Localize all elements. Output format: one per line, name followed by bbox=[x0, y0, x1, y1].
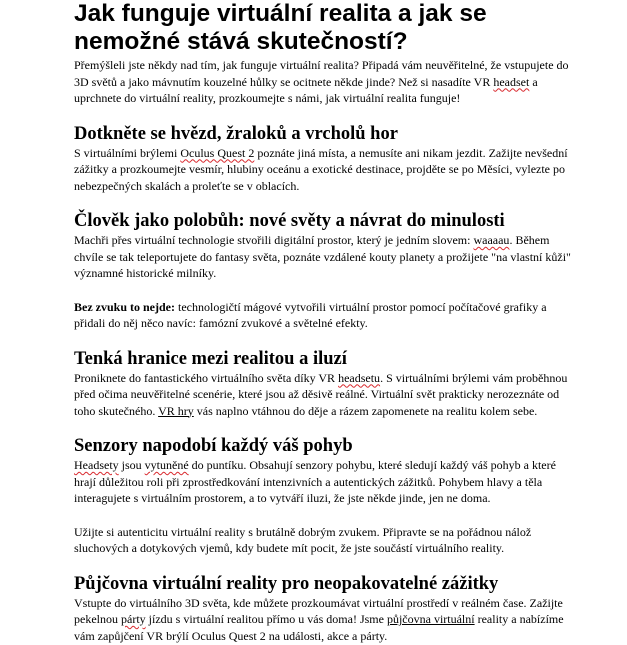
rental-text-c: jízdu s virtuální realitou přímo u vás doma! Jsme bbox=[145, 612, 387, 626]
stars-spell-oculus: Oculus Quest 2 bbox=[180, 145, 255, 160]
paragraph-sensors bbox=[74, 457, 574, 507]
page-title: Jak funguje virtuální realita a jak se nemožné stává skutečností? bbox=[74, 0, 487, 55]
vr-hry-link[interactable]: VR hry bbox=[158, 403, 194, 418]
heading-border: Tenká hranice mezi realitou a iluzí bbox=[74, 348, 347, 369]
intro-text-a: Přemýšleli jste někdy nad tím, jak funguje virtuální realita? Připadá vám neuvěřitelné, že vstupujete do 3D světů a jako mávnutím kouzelné hůlky se ocitnete někde jinde? Než si nasadíte VR bbox=[74, 58, 569, 89]
paragraph-stars bbox=[74, 145, 574, 195]
border-text-e: vás naplno vtáhnou do děje a rázem zapomenete na realitu kolem sebe. bbox=[193, 403, 538, 418]
heading-sensors: Senzory napodobí každý váš pohyb bbox=[74, 436, 353, 456]
paragraph-rental bbox=[74, 595, 574, 643]
sensors-text-d: do puntíku. Obsahují senzory pohybu, které sledují každý váš pohyb a které hrají důležitou roli při zprostředkování intenzivních a autentických zážitků. Pohybem hlavy a těla interagujete s virtuálním prostorem, a to vytváří iluzi, že jste někde jinde, jen ne doma. bbox=[74, 458, 556, 505]
stars-text-a: S virtuálními brýlemi bbox=[74, 145, 181, 160]
document-page bbox=[74, 0, 574, 643]
intro-text-c: a uprchnete do virtuální reality, prozkoumejte s námi, jak virtuální realita funguje! bbox=[74, 74, 538, 105]
sound-bold-lead: Bez zvuku to nejde: bbox=[74, 299, 175, 314]
intro-paragraph bbox=[74, 57, 574, 107]
paragraph-audio: Užijte si autenticitu virtuální reality s brutálně dobrým zvukem. Připravte se na pořádnou nálož sluchových a dotykových vjemů, kdy budete mít pocit, že jste součástí virtuálního reality. bbox=[74, 524, 532, 555]
demigod-text-a: Machři přes virtuální technologie stvořili digitální prostor, který je jedním slovem: bbox=[74, 233, 474, 247]
rental-text-a: Vstupte do virtuálního 3D světa, kde můžete prozkoumávat virtuální prostředí v reálném čase. Zažijte pekelnou bbox=[74, 595, 563, 626]
demigod-text-c: . Během chvíle se tak teleportujete do fantasy světa, poznáte vzdálené kouty planety a prožijete "na vlastní kůži" významné historické milníky. bbox=[74, 233, 571, 280]
heading-demigod: Člověk jako polobůh: nové světy a návrat do minulosti bbox=[74, 211, 505, 231]
rental-text-e: reality a nabízíme vám zapůjčení VR brýlí Oculus Quest 2 na události, akce a párty. bbox=[74, 612, 564, 643]
border-text-a: Proniknete do fantastického virtuálního světa díky VR bbox=[74, 370, 339, 385]
heading-stars: Dotkněte se hvězd, žraloků a vrcholů hor bbox=[74, 123, 398, 144]
paragraph-sound bbox=[74, 299, 574, 332]
sensors-spell-vytunene: vytuněné bbox=[144, 458, 189, 472]
heading-rental: Půjčovna virtuální reality pro neopakovatelné zážitky bbox=[74, 573, 499, 594]
border-spell-headsetu: headsetu bbox=[338, 370, 381, 385]
rental-spell-party: párty bbox=[121, 612, 146, 626]
demigod-spell-waaaau: waaaau bbox=[473, 233, 510, 247]
sound-text: technologičtí mágové vytvořili virtuální prostor pomocí počítačové grafiky a přidali do něj něco navíc: famózní zvukové a světelné efekty. bbox=[74, 299, 547, 330]
border-text-c: . S virtuálními brýlemi vám proběhnou před očima neuvěřitelné scenérie, které jsou až děsivě reálné. Virtuální svět prakticky nerozeznáte od toho skutečného. bbox=[74, 370, 568, 418]
intro-spell-headset: headset bbox=[493, 74, 530, 89]
rental-link[interactable]: půjčovna virtuální bbox=[386, 612, 475, 626]
paragraph-border bbox=[74, 370, 574, 420]
paragraph-demigod bbox=[74, 232, 574, 282]
sensors-spell-headsety: Headsety bbox=[74, 458, 119, 472]
sensors-text-b: jsou bbox=[118, 458, 145, 472]
stars-text-c: poznáte jiná místa, a nemusíte ani nikam jezdit. Zažijte nevšední zážitky a prozkoumejte vesmír, hlubiny oceánu a exotické destinace, projděte se po Měsíci, vylezte po nebezpečných skalách a proleťte se v oblacích. bbox=[74, 145, 568, 193]
